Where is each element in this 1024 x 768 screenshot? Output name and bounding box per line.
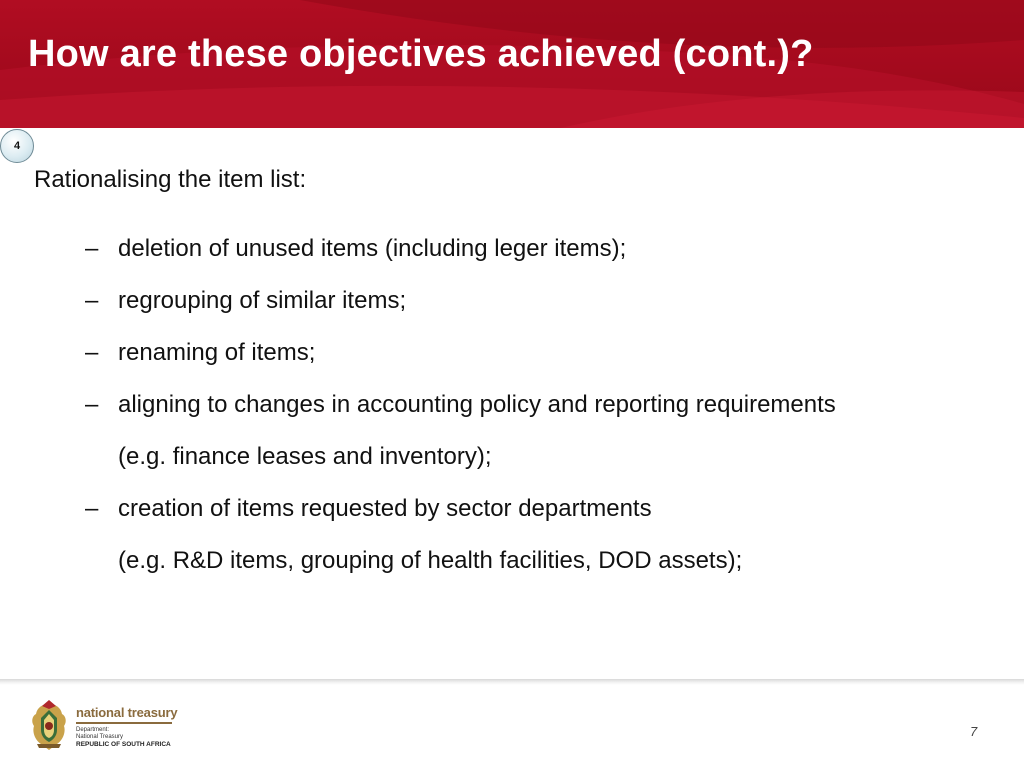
title-banner xyxy=(0,0,1024,128)
bullet-item xyxy=(34,483,994,587)
bullet-item xyxy=(34,327,994,379)
national-treasury-logo xyxy=(76,705,177,749)
bullet-item xyxy=(34,223,994,275)
dash-marker: – xyxy=(85,495,99,522)
bullet-text-continued: (e.g. R&D items, grouping of health facilities, DOD assets); xyxy=(118,547,743,574)
logo-wordmark: national treasury xyxy=(76,705,178,720)
logo-underline xyxy=(76,722,172,724)
bullet-text: aligning to changes in accounting policy and reporting requirements xyxy=(118,391,836,418)
dash-marker: – xyxy=(85,391,99,418)
bullet-text: renaming of items; xyxy=(118,339,316,366)
dash-marker: – xyxy=(85,287,99,314)
logo-country: REPUBLIC OF SOUTH AFRICA xyxy=(76,741,171,748)
logo-department-label: Department: xyxy=(76,727,110,733)
bullet-item xyxy=(34,275,994,327)
footer-divider xyxy=(0,679,1024,685)
coat-of-arms-icon xyxy=(28,700,70,752)
slide-title: How are these objectives achieved (cont.)? xyxy=(28,33,814,75)
bullet-text: regrouping of similar items; xyxy=(118,287,407,314)
step-number-badge: 4 xyxy=(0,129,34,163)
dash-marker: – xyxy=(85,339,99,366)
lead-text: Rationalising the item list: xyxy=(34,166,307,193)
bullet-text-continued: (e.g. finance leases and inventory); xyxy=(118,443,492,470)
page-number: 7 xyxy=(970,724,978,739)
slide-body xyxy=(34,165,994,587)
bullet-text: creation of items requested by sector departments xyxy=(118,495,652,522)
bullet-item xyxy=(34,379,994,483)
logo-department-name: National Treasury xyxy=(76,734,124,740)
bullet-list xyxy=(34,223,994,587)
bullet-text: deletion of unused items (including leger items); xyxy=(118,235,627,262)
dash-marker: – xyxy=(85,235,99,262)
